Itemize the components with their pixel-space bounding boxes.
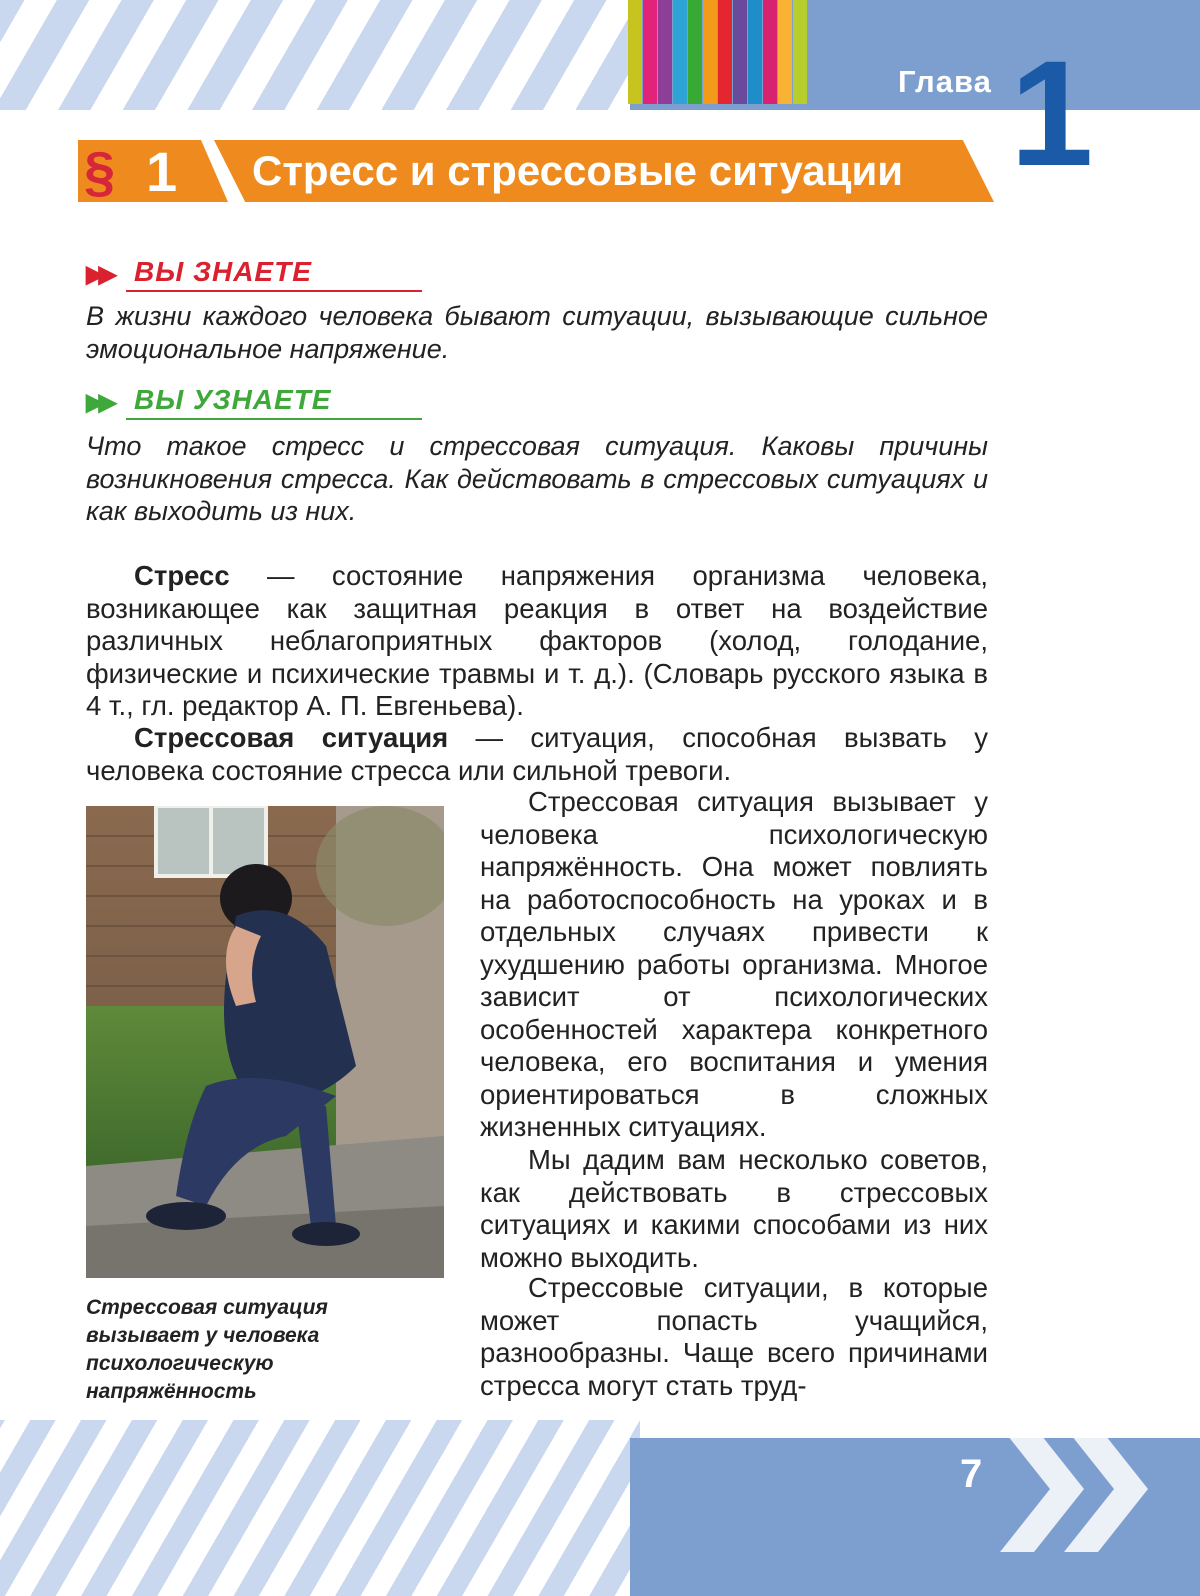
color-bar <box>688 0 702 104</box>
learn-label: ВЫ УЗНАЕТЕ <box>134 384 332 415</box>
color-bar <box>643 0 657 104</box>
color-bars-decoration <box>628 0 808 104</box>
double-arrow-icon: ▶▶ <box>86 261 111 288</box>
paragraph-stress-situation <box>86 722 988 787</box>
p1-text: — состояние напряжения организма человека, возникающее как защитная реакция в ответ на воздействие различных неблагоприятных факторов (холод, голодание, физические и психические травмы и т. д.). (Словарь русского языка в 4 т., гл. редактор А. П. Евгеньева). <box>86 560 988 721</box>
p4-text: Мы дадим вам несколько советов, как действовать в стрессовых ситуациях и какими способами из них можно выходить. <box>480 1144 988 1273</box>
color-bar <box>628 0 642 104</box>
learn-underline <box>126 418 422 420</box>
stressed-teen-photo <box>86 806 444 1278</box>
section-number: 1 <box>146 140 178 203</box>
paragraph-3 <box>480 786 988 1144</box>
paragraph-stress-definition <box>86 560 988 723</box>
color-bar <box>793 0 807 104</box>
chapter-number: 1 <box>1010 29 1094 197</box>
color-bar <box>748 0 762 104</box>
term-stress: Стресс <box>134 560 230 591</box>
paragraph-5 <box>480 1272 988 1402</box>
photo-caption: Стрессовая ситуация вызывает у человека психологическую напряжённость <box>86 1296 328 1403</box>
top-stripes-decoration <box>0 0 640 110</box>
page-number: 7 <box>960 1452 983 1496</box>
color-bar <box>763 0 777 104</box>
next-page-chevrons-icon <box>1000 1414 1160 1564</box>
color-bar <box>658 0 672 104</box>
know-text: В жизни каждого человека бывают ситуации, вызывающие сильное эмоциональное напряжение. <box>86 301 988 364</box>
color-bar <box>718 0 732 104</box>
p3-text: Стрессовая ситуация вызывает у человека психологическую напряжённость. Она может повлиять на работоспособность на уроках и в отдельных случаях привести к ухудшению работы организма. Многое зависит от психологических особенностей характера конкретного человека, его воспитания и умения ориентироваться в сложных жизненных ситуациях. <box>480 786 988 1142</box>
p2-text: — ситуация, способная вызвать у человека состояние стресса или сильной тревоги. <box>86 722 989 786</box>
know-underline <box>126 290 422 292</box>
learn-text: Что такое стресс и стрессовая ситуация. Каковы причины возникновения стресса. Как действовать в стрессовых ситуациях и как выходить из них. <box>86 431 988 526</box>
color-bar <box>733 0 747 104</box>
section-title: Стресс и стрессовые ситуации <box>252 147 904 194</box>
color-bar <box>778 0 792 104</box>
chapter-label: Глава <box>898 64 992 99</box>
paragraph-4 <box>480 1144 988 1274</box>
section-sign: § <box>84 140 116 203</box>
color-bar <box>673 0 687 104</box>
double-arrow-icon: ▶▶ <box>86 389 111 416</box>
p5-text: Стрессовые ситуации, в которые может попасть учащийся, разнообразны. Чаще всего причинами стресса могут стать труд- <box>480 1272 988 1401</box>
bottom-stripes-decoration <box>0 1420 640 1596</box>
know-label: ВЫ ЗНАЕТЕ <box>134 256 312 287</box>
term-stress-situation: Стрессовая ситуация <box>134 722 449 753</box>
color-bar <box>703 0 717 104</box>
